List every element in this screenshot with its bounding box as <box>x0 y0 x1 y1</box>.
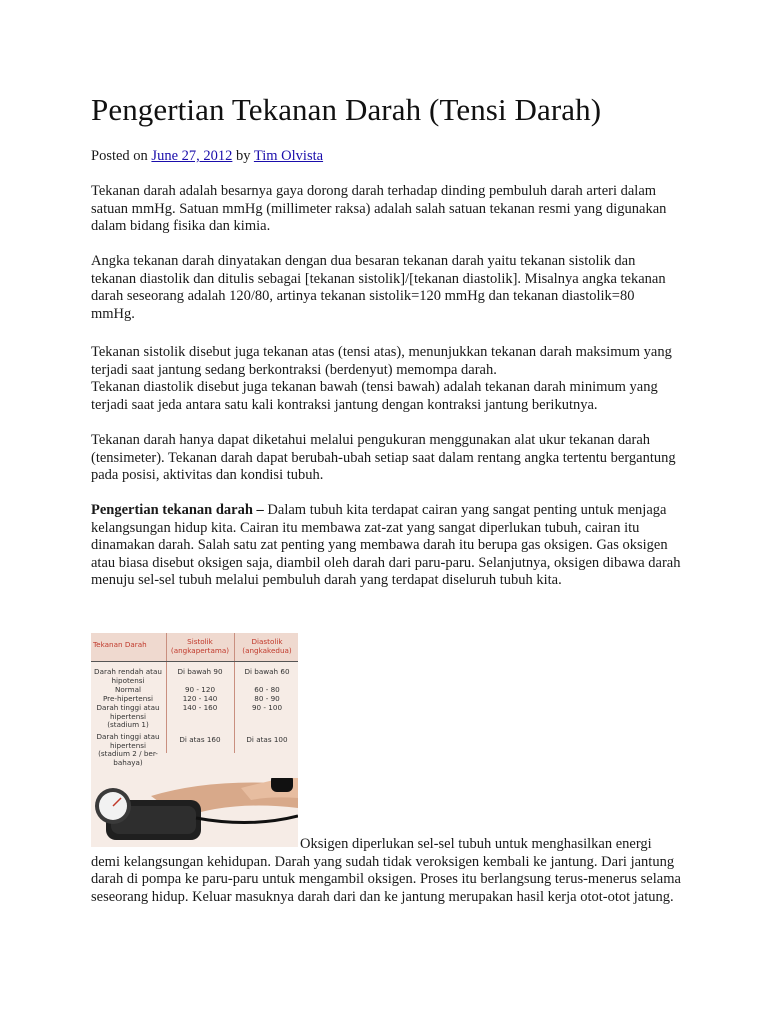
paragraph-3a: Tekanan sistolik disebut juga tekanan atas (tensi atas), menunjukkan tekanan darah maksimum yang terjadi saat jantung sedang berkontraksi (berdenyut) memompa darah. <box>91 344 672 378</box>
table-row-diastolik: Di atas 100 <box>246 735 288 744</box>
table-row-diastolik: Di bawah 60 <box>244 667 290 676</box>
table-row-sistolik: 120 - 140 <box>182 694 218 703</box>
table-header-diastolik: Diastolik (angkakedua) <box>242 637 292 655</box>
posted-on-label: Posted on <box>91 148 148 164</box>
table-header-sistolik: Sistolik (angkapertama) <box>170 637 230 655</box>
byline <box>91 148 323 165</box>
table-row-sistolik: Di atas 160 <box>179 735 221 744</box>
table-row-sistolik: 90 - 120 <box>184 685 216 694</box>
table-row-diastolik: 80 - 90 <box>254 694 280 703</box>
paragraph-5-lead: Pengertian tekanan darah – <box>91 502 264 518</box>
table-row-label: Darah tinggi atau hipertensi (stadium 2 / ber-bahaya) <box>96 732 160 767</box>
table-row-label: Pre-hipertensi <box>102 694 154 703</box>
table-row-diastolik: 60 - 80 <box>254 685 280 694</box>
paragraph-1: Tekanan darah adalah besarnya gaya dorong darah terhadap dinding pembuluh darah arteri dalam satuan mmHg. Satuan mmHg (millimeter raksa) adalah salah satuan tekanan resmi yang digunakan dalam bidang fisika dan kimia. <box>91 183 667 235</box>
table-header-label: Tekanan Darah <box>93 640 147 649</box>
table-row-label: Normal <box>114 685 141 694</box>
paragraph-5 <box>91 502 681 590</box>
paragraph-4: Tekanan darah hanya dapat diketahui melalui pengukuran menggunakan alat ukur tekanan darah (tensimeter). Tekanan darah dapat berubah-ubah setiap saat dalam rentang angka tertentu bergantung pada posisi, aktivitas dan kondisi tubuh. <box>91 432 676 484</box>
table-row-sistolik: 140 - 160 <box>182 703 218 712</box>
paragraph-2: Angka tekanan darah dinyatakan dengan dua besaran tekanan darah yaitu tekanan sistolik dan tekanan diastolik dan ditulis sebagai [tekanan sistolik]/[tekanan diastolik]. Misalnya angka tekanan darah seseorang adalah 120/80, artinya tekanan sistolik=120 mmHg dan tekanan diastolik=80 mmHg. <box>91 253 666 322</box>
table-row-label: Darah rendah atau hipotensi <box>94 667 162 685</box>
by-label: by <box>236 148 251 164</box>
table-row-diastolik: 90 - 100 <box>251 703 283 712</box>
page-title: Pengertian Tekanan Darah (Tensi Darah) <box>91 92 602 127</box>
table-row-label: Darah tinggi atau hipertensi (stadium 1) <box>96 703 160 730</box>
paragraph-3 <box>91 344 681 414</box>
post-date-link[interactable]: June 27, 2012 <box>151 148 233 164</box>
table-row-sistolik: Di bawah 90 <box>177 667 223 676</box>
paragraph-5-body: Dalam tubuh kita terdapat cairan yang sangat penting untuk menjaga kelangsungan hidup kita. Cairan itu membawa zat-zat yang sangat diperlukan tubuh, cairan itu dinamakan darah. Salah satu zat penting yang membawa darah itu berupa gas oksigen. Gas oksigen atau biasa disebut oksigen saja, diambil oleh darah dari paru-paru. Selanjutnya, oksigen dibawa darah menuju sel-sel tubuh melalui pembuluh darah yang terdapat diseluruh tubuh kita. <box>91 502 681 589</box>
blood-pressure-image <box>91 633 298 847</box>
author-link[interactable]: Tim Olvista <box>253 148 324 164</box>
paragraph-6: Oksigen diperlukan sel-sel tubuh untuk menghasilkan energi demi kelangsungan kehidupan. Darah yang sudah tidak veroksigen kembali ke jantung. Dari jantung darah di pompa ke paru-paru untuk mengambil oksigen. Proses itu berlangsung terus-menerus selama seseorang hidup. Keluar masuknya darah dari dan ke jantung merupakan hasil kerja otot-otot jatung. <box>91 836 681 905</box>
paragraph-3b: Tekanan diastolik disebut juga tekanan bawah (tensi bawah) adalah tekanan darah minimum yang terjadi saat jeda antara satu kali kontraksi jantung dengan kontraksi jantung berikutnya. <box>91 379 658 413</box>
